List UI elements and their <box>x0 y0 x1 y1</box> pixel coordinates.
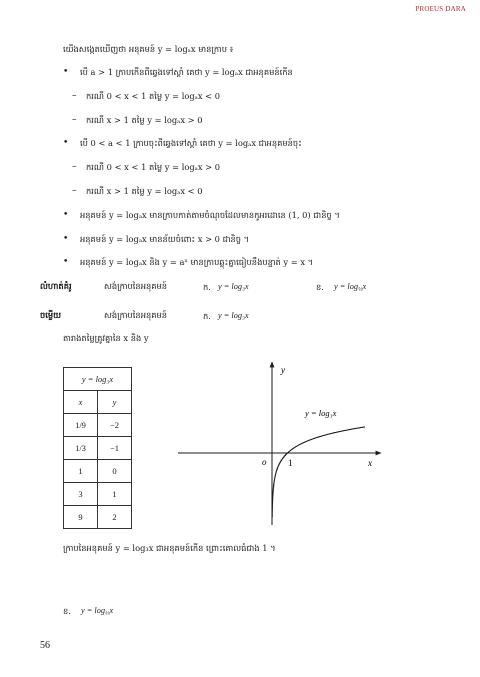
data-point <box>287 452 288 453</box>
data-point <box>277 468 278 469</box>
table-header-y: y <box>98 391 132 414</box>
part-b-label: ខ. <box>63 606 71 616</box>
table-row <box>64 483 132 506</box>
property-item: ករណី 0 < x < 1 តម្លៃ y = logₐx > 0 <box>86 162 221 172</box>
page-header-author: PROEUS DARA <box>415 5 466 13</box>
value-table <box>63 367 132 529</box>
log-curve <box>272 427 365 518</box>
table-cell: 0 <box>98 460 132 483</box>
solution-task: សង់ក្រាបនៃអនុគមន៍ <box>104 310 168 320</box>
log-base: ⅓ <box>105 611 110 617</box>
dash-marker: – <box>72 162 77 172</box>
data-points <box>273 436 319 485</box>
bullet-marker: • <box>63 234 69 244</box>
exercise-label: លំហាត់គំរូ <box>40 281 72 291</box>
page-number: 56 <box>40 640 50 651</box>
property-item: បើ a > 1 ក្រាបកើនពីឆ្វេងទៅស្តាំ គេថា y = logₐx ជាអនុគមន៍កើន <box>80 67 293 77</box>
property-item: អនុគមន៍ y = logₐx មានក្រាបកាត់តាមចំណុចដែលមានកូអរដោនេ (1, 0) ជានិច្ច ។ <box>80 210 340 220</box>
origin-label: o <box>262 457 267 467</box>
log-base: ⅓ <box>358 287 363 293</box>
dash-marker: – <box>72 91 77 101</box>
table-cell: −2 <box>98 414 132 437</box>
table-row <box>64 414 132 437</box>
exercise-part-b-label: ខ. <box>316 282 324 292</box>
exercise-part-a-label: ក. <box>203 282 211 292</box>
table-cell: 1 <box>64 460 98 483</box>
table-cell: −1 <box>98 437 132 460</box>
exercise-part-a-expr: y = log₃x <box>218 282 249 291</box>
exercise-part-b-expr: $y = \log_{\frac{1}{3}}x$ <box>334 282 367 293</box>
intro-text: យើងសង្កេតឃើញថា អនុគមន៍ y = logₐx មានក្រាប ៖ <box>63 44 234 54</box>
property-item: អនុគមន៍ y = logₐx និង y = aˣ មានក្រាបឆ្លុះគ្នាធៀបនឹងបន្ទាត់ y = x ។ <box>80 257 314 267</box>
solution-label: ចម្លើយ <box>40 310 62 320</box>
conclusion-text: ក្រាបនៃអនុគមន៍ y = log₃x ជាអនុគមន៍កើន ព្រោះគោលធំជាង 1 ។ <box>63 543 276 553</box>
dash-marker: – <box>72 115 77 125</box>
table-cell: 1/9 <box>64 414 98 437</box>
part-b-expr: $y = \log_{\frac{1}{3}}x$ <box>81 606 114 617</box>
property-item: អនុគមន៍ y = logₐx មានន័យចំពោះ x > 0 ជានិច្ច ។ <box>80 234 250 244</box>
table-title: y = log₃x <box>64 368 132 391</box>
table-intro: តារាងតម្លៃត្រូវគ្នានៃ x និង y <box>63 333 149 343</box>
tick-label-one: 1 <box>288 458 293 468</box>
solution-part-a-expr: y = log₃x <box>218 311 249 320</box>
data-point <box>273 484 274 485</box>
table-cell: 3 <box>64 483 98 506</box>
table-cell: 1 <box>98 483 132 506</box>
data-point <box>318 436 319 437</box>
table-header-x: x <box>64 391 98 414</box>
table-cell: 9 <box>64 506 98 529</box>
solution-part-a-label: ក. <box>203 311 211 321</box>
bullet-marker: • <box>63 138 69 148</box>
curve-label: y = log₃x <box>305 408 337 418</box>
y-axis-label: y <box>281 365 285 375</box>
property-item: បើ 0 < a < 1 ក្រាបចុះពីឆ្វេងទៅស្តាំ គេថា y = logₐx ជាអនុគមន៍ចុះ <box>80 138 302 148</box>
property-item: ករណី 0 < x < 1 តម្លៃ y = logₐx < 0 <box>86 91 221 101</box>
exercise-task: សង់ក្រាបនៃអនុគមន៍ <box>104 281 168 291</box>
property-item: ករណី x > 1 តម្លៃ y = logₐx > 0 <box>86 115 203 125</box>
bullet-marker: • <box>63 257 69 267</box>
property-item: ករណី x > 1 តម្លៃ y = logₐx < 0 <box>86 186 203 196</box>
table-row <box>64 460 132 483</box>
bullet-marker: • <box>63 210 69 220</box>
table-cell: 2 <box>98 506 132 529</box>
bullet-marker: • <box>63 67 69 77</box>
table-row <box>64 437 132 460</box>
table-row <box>64 506 132 529</box>
dash-marker: – <box>72 186 77 196</box>
x-axis-label: x <box>368 458 372 468</box>
table-cell: 1/3 <box>64 437 98 460</box>
